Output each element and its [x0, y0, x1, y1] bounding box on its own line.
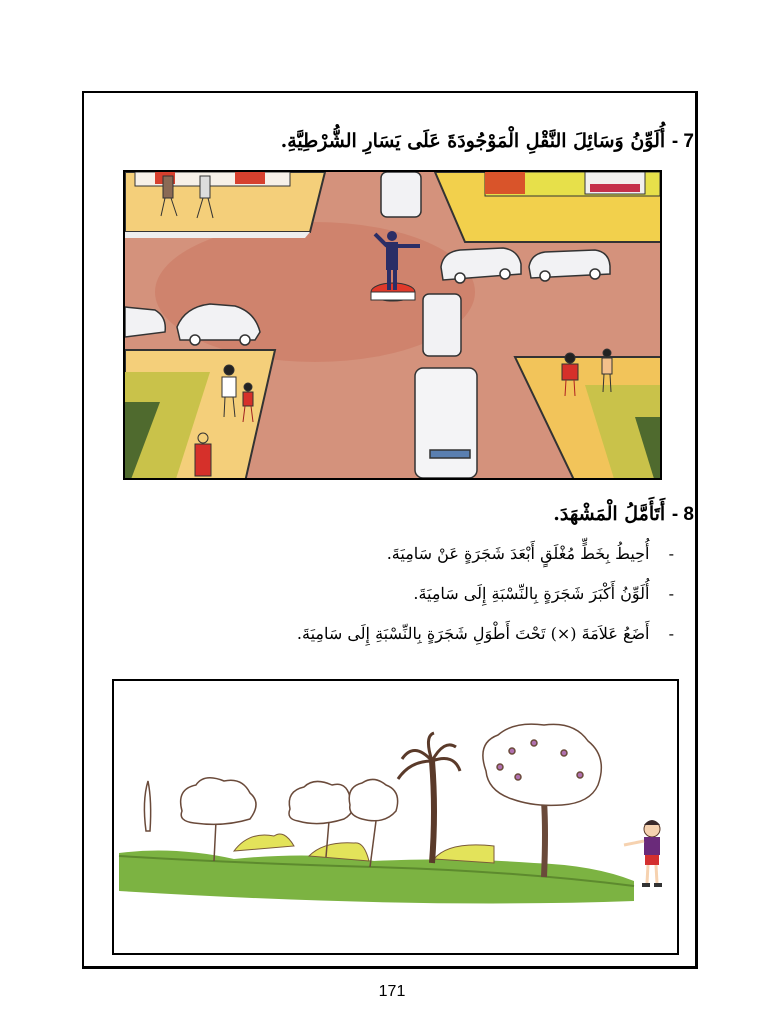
trees-scene-drawing: [114, 681, 679, 955]
street-scene-illustration: [123, 170, 662, 480]
question-7-text: أُلَوِّنُ وَسَائِلَ النَّقْلِ الْمَوْجُودَةَ عَلَى يَسَارِ الشُّرْطِيَّةِ.: [280, 130, 666, 152]
big-tree: [483, 724, 601, 877]
car-right-1: [441, 248, 521, 283]
instruction-item: - أَضَعُ عَلاَمَةَ (×) تَحْتَ أَطْوَلِ شَجَرَةٍ بِالنِّسْبَةِ إِلَى سَامِيَةَ.: [296, 624, 674, 643]
page-number: 171: [378, 983, 406, 1000]
trees-scene-illustration: [112, 679, 679, 955]
instruction-item: - أُحِيطُ بِخَطٍّ مُغْلَقٍ أَبْعَدَ شَجَرَةٍ عَنْ سَامِيَةَ.: [386, 544, 674, 563]
street-scene-drawing: [125, 172, 662, 480]
question-7-number: 7 -: [671, 131, 694, 152]
car-top: [381, 172, 421, 217]
girl-samia: [624, 820, 662, 887]
question-8-instructions: [297, 540, 674, 660]
question-7-title: [281, 130, 694, 153]
instruction-item: - أُلَوِّنُ أَكْبَرَ شَجَرَةٍ بِالنِّسْبَةِ إِلَى سَامِيَةَ.: [413, 584, 674, 603]
question-8-number: 8 -: [671, 504, 694, 525]
van: [415, 368, 477, 478]
question-8-text: أَتَأَمَّلُ الْمَشْهَدَ.: [553, 503, 666, 525]
car-right-2: [529, 250, 610, 281]
car-center: [423, 294, 461, 356]
palm-tree: [398, 733, 460, 863]
question-8-title: [553, 503, 694, 526]
